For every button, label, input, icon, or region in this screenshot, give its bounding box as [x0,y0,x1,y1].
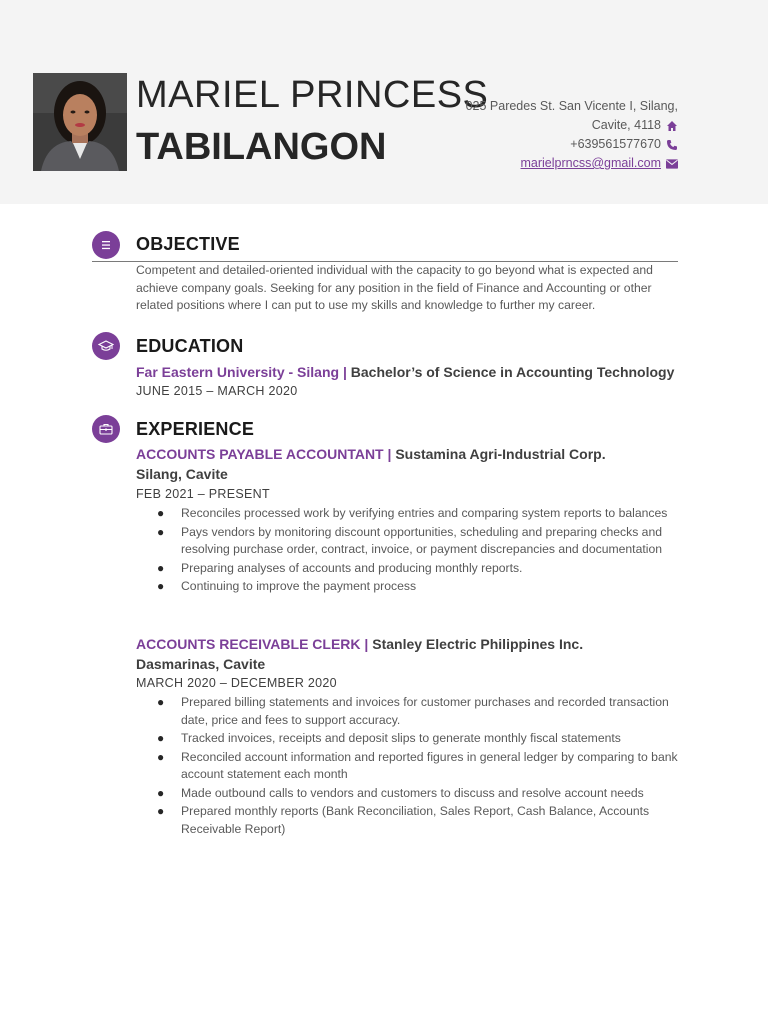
education-line [136,364,674,380]
school-name: Far Eastern University - Silang [136,364,340,380]
list-item: ● Continuing to improve the payment process [157,579,417,593]
job-2-company: Stanley Electric Philippines Inc. [372,636,584,652]
job-1-bullet-3: Preparing analyses of accounts and producing monthly reports. [181,560,523,575]
address-text-2: Cavite, 4118 [591,118,661,132]
job-1-company: Sustamina Agri-Industrial Corp. [395,446,606,462]
resume-header [0,0,768,204]
job-1-location: Silang, Cavite [136,466,228,482]
job-2-bullet-1: Prepared billing statements and invoices for customer purchases and recorded transaction date, price and fees to support accuracy. [181,695,669,727]
education-title: EDUCATION [136,336,244,356]
list-item: ● Prepared monthly reports (Bank Reconciliation, Sales Report, Cash Balance, Accounts Receivable Report) [157,804,650,836]
job-2-separator: | [360,636,373,652]
job-2-bullet-2: Tracked invoices, receipts and deposit slips to generate monthly fiscal statements [181,731,621,745]
job-1-bullets [155,505,685,597]
phone-line [418,135,678,154]
email-link[interactable]: marielprncss@gmail.com [520,156,661,170]
job-1-role: ACCOUNTS PAYABLE ACCOUNTANT [136,446,384,462]
job-2-bullet-5: Prepared monthly reports (Bank Reconciliation, Sales Report, Cash Balance, Accounts Receivable Report) [181,804,650,836]
job-1-bullet-1: Reconciles processed work by verifying entries and comparing system reports to balances [181,506,668,520]
list-item: ● Tracked invoices, receipts and deposit slips to generate monthly fiscal statements [157,731,621,745]
list-item: ● Reconciled account information and reported figures in general ledger by comparing to bank account statement each month [157,749,678,781]
address-line-2 [418,116,678,135]
name-first: MARIEL PRINCESS [136,74,489,116]
job-2-bullet-4: Made outbound calls to vendors and customers to discuss and resolve account needs [181,785,644,800]
education-separator: | [339,364,351,380]
job-1-heading [136,446,606,462]
list-item: ● Prepared billing statements and invoices for customer purchases and recorded transaction date, price and fees to support accuracy. [157,695,669,727]
job-2-bullets [155,694,685,839]
job-1-separator: | [383,446,396,462]
job-1-bullet-4: Continuing to improve the payment process [181,579,417,593]
envelope-icon [666,158,678,170]
briefcase-icon [92,415,120,443]
phone-text: +639561577670 [570,137,661,151]
job-2-heading [136,636,583,652]
address-line-1 [418,97,678,116]
name-last: TABILANGON [136,126,387,168]
job-2-role: ACCOUNTS RECEIVABLE CLERK [136,636,361,652]
list-item: ● Pays vendors by monitoring discount opportunities, scheduling and preparing checks and resolving purchase order, contract, invoice, or payment discrepancies and documentation [157,524,663,556]
address-text-1: 025 Paredes St. San Vicente I, Silang, [465,99,678,113]
graduation-cap-icon [92,332,120,360]
objective-text: Competent and detailed-oriented individual with the capacity to go beyond what is expected and achieve company goals. Seeking for any position in the field of Finance and Accounting or other related positions where I can put to use my skills and knowledge to further my career. [136,263,653,312]
education-dates: JUNE 2015 – MARCH 2020 [136,384,298,398]
list-item: ● Reconciles processed work by verifying entries and comparing system reports to balances [157,506,668,520]
objective-title: OBJECTIVE [136,234,240,254]
home-icon [666,120,678,132]
email-line [418,154,678,173]
job-2-dates: MARCH 2020 – DECEMBER 2020 [136,676,337,690]
experience-title: EXPERIENCE [136,419,255,439]
profile-photo [33,73,127,171]
list-item: ● Preparing analyses of accounts and producing monthly reports. [157,560,523,575]
job-2-location: Dasmarinas, Cavite [136,656,266,672]
list-item: ● Made outbound calls to vendors and customers to discuss and resolve account needs [157,785,644,800]
phone-icon [666,139,678,151]
degree-name: Bachelor’s of Science in Accounting Technology [350,364,675,380]
job-1-bullet-2: Pays vendors by monitoring discount opportunities, scheduling and preparing checks and resolving purchase order, contract, invoice, or payment discrepancies and documentation [181,524,663,556]
contact-block [418,97,678,173]
job-2-bullet-3: Reconciled account information and reported figures in general ledger by comparing to bank account statement each month [181,749,678,781]
job-1-dates: FEB 2021 – PRESENT [136,487,270,501]
list-icon [92,231,120,259]
